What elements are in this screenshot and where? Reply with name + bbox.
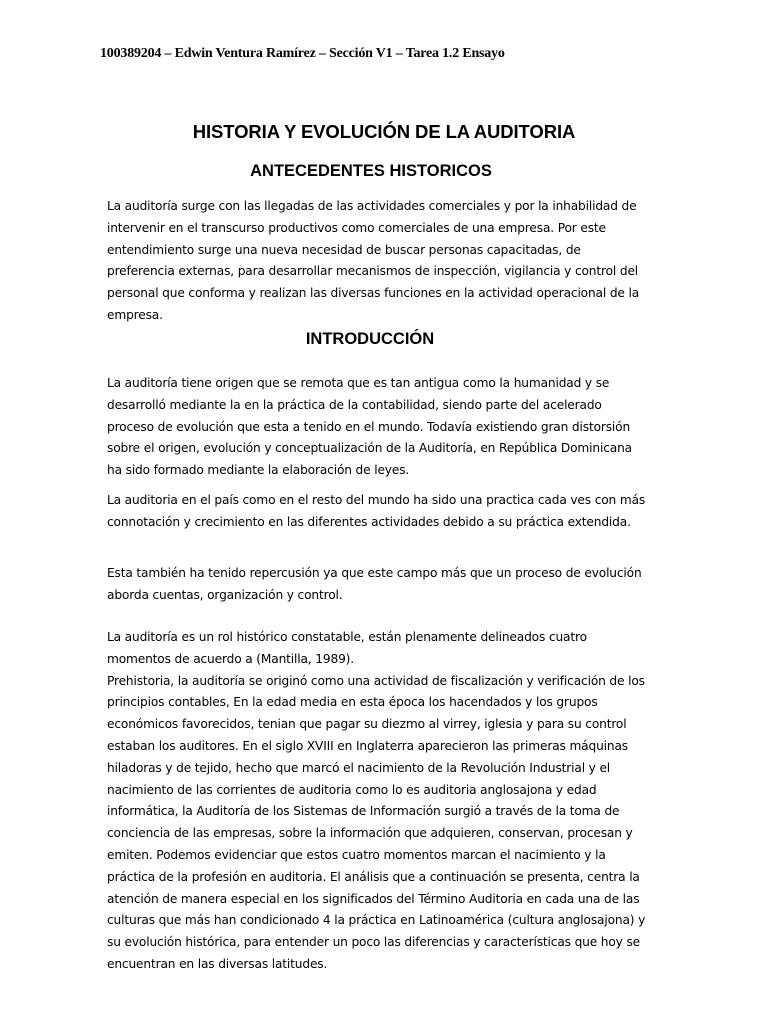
- paragraph-antecedentes: [107, 196, 639, 327]
- paragraph-line: aborda cuentas, organización y control.: [107, 587, 343, 602]
- paragraph-line: nacimiento de las corrientes de auditoria como lo es auditoria anglosajona y edad: [107, 782, 597, 797]
- paragraph-line: La auditoría es un rol histórico constatable, están plenamente delineados cuatro: [107, 630, 587, 644]
- paragraph-line: connotación y crecimiento en las diferentes actividades debido a su práctica extendida.: [107, 514, 631, 529]
- paragraph-line: culturas que más han condicionado 4 la práctica en Latinoamérica (cultura anglosajona) y: [107, 913, 646, 928]
- paragraph-line: su evolución histórica, para entender un poco las diferencias y características que hoy se: [107, 935, 641, 950]
- paragraph-line: empresa.: [107, 307, 163, 322]
- paragraph-line: hiladoras y de tejido, hecho que marcó el nacimiento de la Revolución Industrial y el: [107, 760, 611, 775]
- paragraph-line: económicos favorecidos, tenian que pagar su diezmo al virrey, iglesia y para su control: [107, 717, 627, 732]
- paragraph-intro-1: [107, 373, 632, 482]
- document-header: 100389204 – Edwin Ventura Ramírez – Sección V1 – Tarea 1.2 Ensayo: [100, 46, 505, 61]
- paragraph-line: proceso de evolución que esta a tenido en el mundo. Todavía existiendo gran distorsión: [107, 419, 631, 434]
- paragraph-line: intervenir en el transcurso productivos como comerciales de una empresa. Por este: [107, 220, 606, 235]
- paragraph-line: encuentran en las diversas latitudes.: [107, 956, 328, 971]
- section-heading-introduccion: INTRODUCCIÓN: [305, 330, 435, 348]
- paragraph-intro-3: [107, 563, 642, 607]
- paragraph-line: desarrolló mediante la en la práctica de la contabilidad, siendo parte del acelerado: [107, 397, 602, 412]
- document-title: HISTORIA Y EVOLUCIÓN DE LA AUDITORIA: [192, 121, 576, 142]
- paragraph-line: estaban los auditores. En el siglo XVIII en Inglaterra aparecieron las primeras máquinas: [107, 738, 628, 753]
- paragraph-line: principios contables, En la edad media en esta época los hacendados y los grupos: [107, 695, 598, 710]
- paragraph-line: emiten. Podemos evidenciar que estos cuatro momentos marcan el nacimiento y la: [107, 847, 606, 862]
- paragraph-line: momentos de acuerdo a (Mantilla, 1989).: [107, 651, 354, 666]
- paragraph-line: preferencia externas, para desarrollar mecanismos de inspección, vigilancia y control del: [107, 264, 639, 279]
- paragraph-intro-2: [107, 490, 645, 534]
- paragraph-line: La auditoria en el país como en el resto del mundo ha sido una practica cada ves con más: [107, 493, 646, 507]
- paragraph-intro-4: [107, 627, 645, 976]
- paragraph-line: Esta también ha tenido repercusión ya que este campo más que un proceso de evolución: [107, 566, 642, 580]
- paragraph-line: ha sido formado mediante la elaboración de leyes.: [107, 463, 410, 478]
- paragraph-line: La auditoría surge con las llegadas de las actividades comerciales y por la inhabilidad de: [107, 199, 637, 213]
- paragraph-line: entendimiento surge una nueva necesidad de buscar personas capacitadas, de: [107, 242, 581, 257]
- paragraph-line: sobre el origen, evolución y conceptualización de la Auditoría, en República Dominicana: [107, 441, 632, 456]
- paragraph-line: La auditoría tiene origen que se remota que es tan antigua como la humanidad y se: [107, 376, 610, 390]
- paragraph-line: personal que conforma y realizan las diversas funciones en la actividad operacional de la: [107, 286, 640, 301]
- paragraph-line: atención de manera especial en los significados del Término Auditoria en cada una de las: [107, 891, 640, 906]
- paragraph-line: informática, la Auditoría de los Sistemas de Información surgió a través de la toma de: [107, 804, 620, 819]
- paragraph-line: conciencia de las empresas, sobre la información que adquieren, conservan, procesan y: [107, 826, 633, 841]
- section-heading-antecedentes: ANTECEDENTES HISTORICOS: [250, 162, 492, 180]
- paragraph-line: Prehistoria, la auditoría se originó como una actividad de fiscalización y verificación de los: [107, 673, 645, 688]
- paragraph-line: práctica de la profesión en auditoria. El análisis que a continuación se presenta, centra la: [107, 869, 640, 884]
